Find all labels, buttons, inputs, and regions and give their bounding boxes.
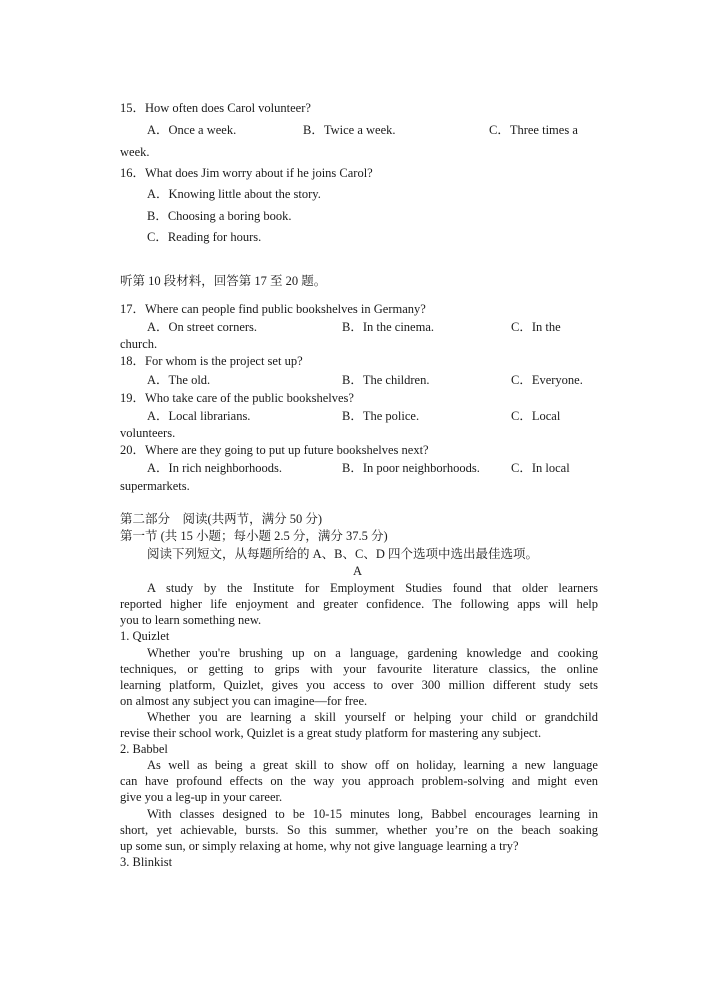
q18-option-c: C．Everyone. — [511, 373, 583, 387]
q15-option-a: A．Once a week. — [147, 123, 237, 137]
q16-stem: 16．What does Jim worry about if he joins Carol? — [120, 166, 373, 180]
quizlet-para1-line: on almost any subject you can imagine—for free. — [120, 694, 368, 708]
q17-stem: 17．Where can people find public bookshelves in Germany? — [120, 302, 426, 316]
q19-stem: 19．Who take care of the public bookshelves? — [120, 391, 354, 405]
q15-option-c-continued: week. — [120, 145, 150, 159]
babbel-para2-line: up some sun, or simply relaxing at home, why not give language learning a try? — [120, 839, 519, 853]
app-title-blinkist: 3. Blinkist — [120, 855, 173, 869]
material-10-instruction: 听第 10 段材料，回答第 17 至 20 题。 — [120, 274, 327, 288]
babbel-para1-line: give you a leg-up in your career. — [120, 790, 283, 804]
q19-option-a: A．Local librarians. — [147, 409, 251, 423]
q18-option-b: B．The children. — [342, 373, 430, 387]
q15-option-c: C．Three times a — [489, 123, 578, 137]
q20-option-c: C．In local — [511, 461, 570, 475]
quizlet-para1-line: techniques, or getting to grips with your favourite literature classics, the online — [120, 662, 598, 676]
babbel-para1-line: As well as being a great skill to show off on holiday, learning a new language — [147, 758, 598, 772]
quizlet-para1-line: learning platform, Quizlet, gives you access to over 300 million different study sets — [120, 678, 598, 692]
babbel-para2-line: short, yet achievable, bursts. So this summer, whether you’re on the beach soaking — [120, 823, 598, 837]
q20-option-c-continued: supermarkets. — [120, 479, 190, 493]
q17-option-a: A．On street corners. — [147, 320, 258, 334]
q17-option-b: B．In the cinema. — [342, 320, 434, 334]
quizlet-para2-line: revise their school work, Quizlet is a great study platform for mastering any subject. — [120, 726, 542, 740]
q15-option-b: B．Twice a week. — [303, 123, 396, 137]
q19-option-b: B．The police. — [342, 409, 420, 423]
app-title-quizlet: 1. Quizlet — [120, 629, 170, 643]
q20-option-b: B．In poor neighborhoods. — [342, 461, 480, 475]
q19-option-c-continued: volunteers. — [120, 426, 176, 440]
q20-stem: 20．Where are they going to put up future bookshelves next? — [120, 443, 429, 457]
quizlet-para1-line: Whether you're brushing up on a language, gardening knowledge and cooking — [147, 646, 598, 660]
quizlet-para2-line: Whether you are learning a skill yourself or helping your child or grandchild — [147, 710, 598, 724]
q17-option-c-continued: church. — [120, 337, 158, 351]
babbel-para2-line: With classes designed to be 10-15 minutes long, Babbel encourages learning in — [147, 807, 598, 821]
reading-instruction: 阅读下列短文，从每题所给的 A、B、C、D 四个选项中选出最佳选项。 — [147, 547, 538, 561]
intro-line: reported higher life enjoyment and greater confidence. The following apps will help — [120, 597, 598, 611]
q20-option-a: A．In rich neighborhoods. — [147, 461, 283, 475]
babbel-para1-line: can have profound effects on the way you approach problem-solving and might even — [120, 774, 598, 788]
app-title-babbel: 2. Babbel — [120, 742, 168, 756]
intro-line: you to learn something new. — [120, 613, 262, 627]
q18-option-a: A．The old. — [147, 373, 211, 387]
passage-label: A — [353, 564, 363, 578]
q19-option-c: C．Local — [511, 409, 561, 423]
q16-option-b: B．Choosing a boring book. — [147, 209, 292, 223]
q18-stem: 18．For whom is the project set up? — [120, 354, 303, 368]
q16-option-c: C．Reading for hours. — [147, 230, 262, 244]
q17-option-c: C．In the — [511, 320, 561, 334]
q16-option-a: A．Knowing little about the story. — [147, 187, 321, 201]
intro-line: A study by the Institute for Employment Studies found that older learners — [147, 581, 598, 595]
q15-stem: 15．How often does Carol volunteer? — [120, 101, 311, 115]
section-one-title: 第一节 (共 15 小题；每小题 2.5 分，满分 37.5 分) — [120, 529, 388, 543]
part-two-title: 第二部分 阅读(共两节，满分 50 分) — [120, 512, 323, 526]
